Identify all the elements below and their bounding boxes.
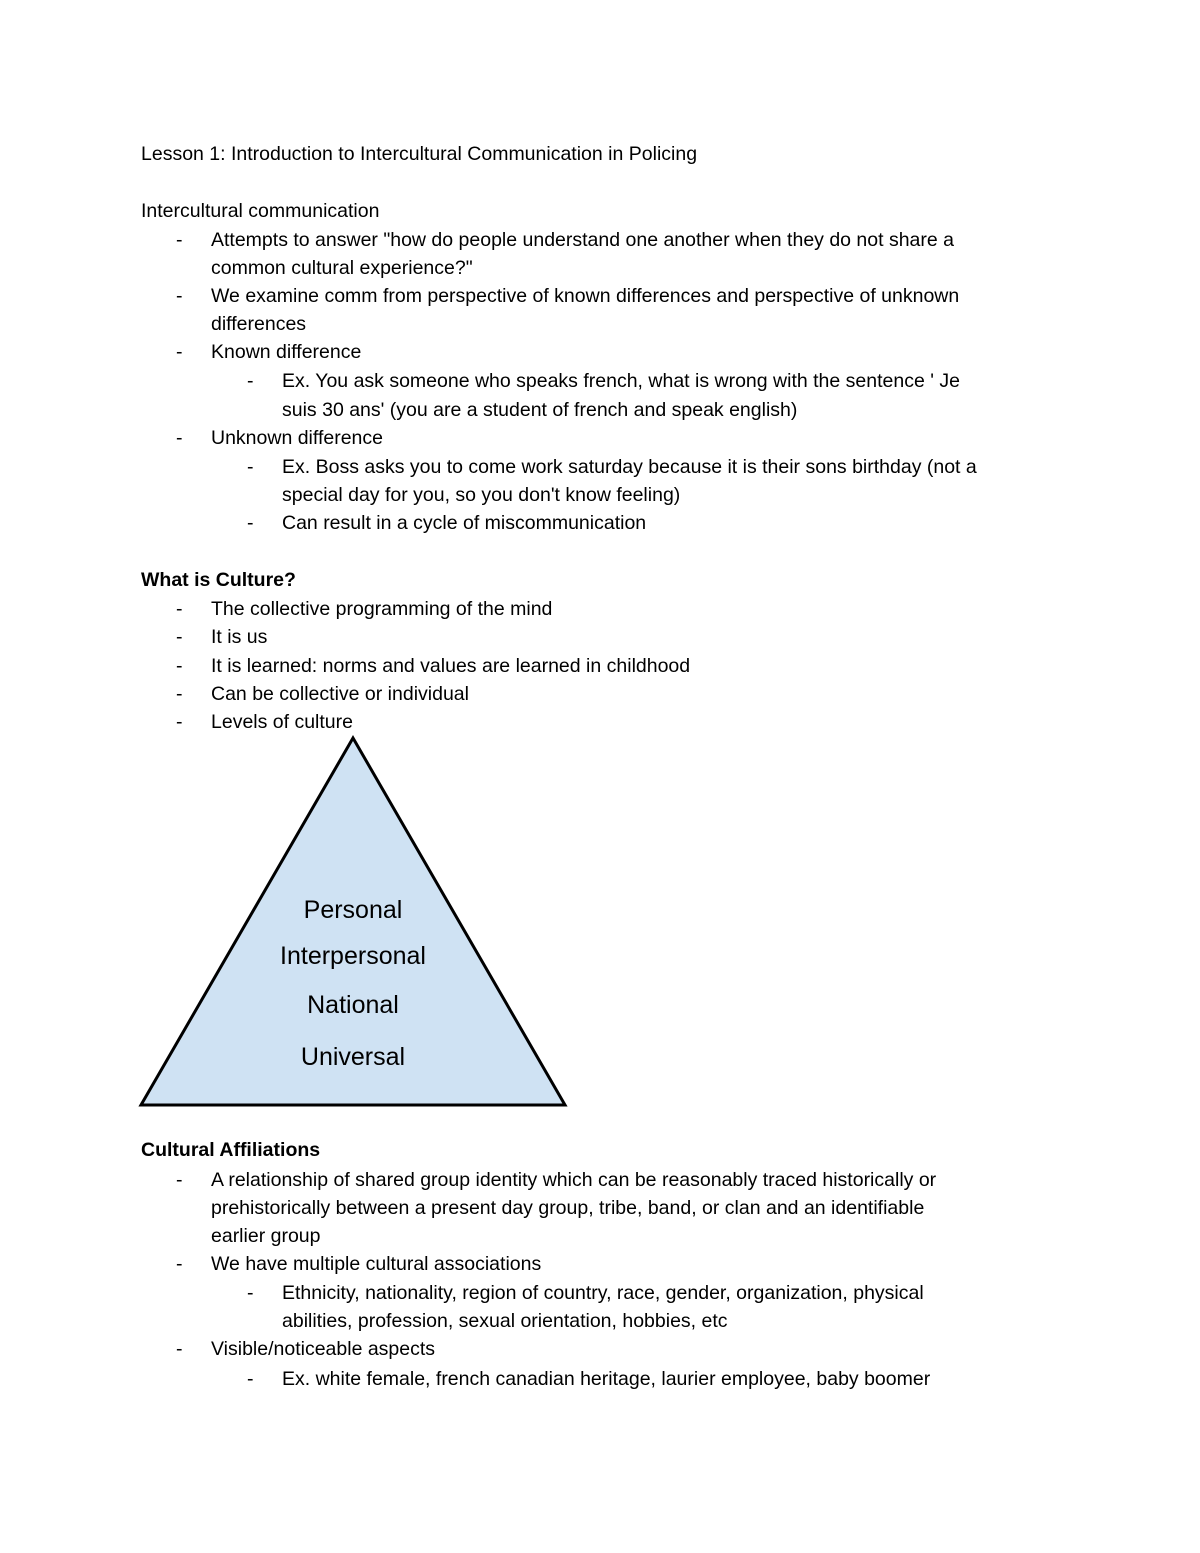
list-item-text: It is learned: norms and values are learned in childhood (211, 655, 691, 677)
sub-bullet-dash: - (247, 370, 254, 392)
list-item-text: It is us (211, 626, 268, 648)
bullet-dash: - (176, 1338, 183, 1360)
list-item-text: Known difference (211, 341, 362, 363)
sub-list-item-text: abilities, profession, sexual orientation, hobbies, etc (282, 1310, 728, 1332)
list-item-text: We have multiple cultural associations (211, 1253, 542, 1275)
section-heading-intercultural-communication: Intercultural communication (141, 200, 380, 222)
list-item-text: Visible/noticeable aspects (211, 1338, 436, 1360)
sub-list-item-text: Can result in a cycle of miscommunication (282, 512, 647, 534)
bullet-dash: - (176, 1169, 183, 1191)
pyramid-level-national: National (307, 991, 399, 1019)
sub-bullet-dash: - (247, 456, 254, 478)
sub-bullet-dash: - (247, 512, 254, 534)
list-item-text: Levels of culture (211, 711, 353, 733)
pyramid-level-personal: Personal (303, 896, 403, 924)
bullet-dash: - (176, 711, 183, 733)
pyramid-level-interpersonal: Interpersonal (280, 942, 426, 970)
sub-list-item-text: Ex. white female, french canadian heritage, laurier employee, baby boomer (282, 1368, 931, 1390)
page-title: Lesson 1: Introduction to Intercultural Communication in Policing (141, 143, 698, 165)
list-item-text: The collective programming of the mind (211, 598, 553, 620)
bullet-dash: - (176, 1253, 183, 1275)
list-item-text: prehistorically between a present day group, tribe, band, or clan and an identifiable (211, 1197, 925, 1219)
sub-list-item-text: Ex. You ask someone who speaks french, what is wrong with the sentence ' Je (282, 370, 960, 392)
list-item-text: A relationship of shared group identity which can be reasonably traced historically or (211, 1169, 937, 1191)
sub-list-item-text: Ethnicity, nationality, region of country, race, gender, organization, physical (282, 1282, 924, 1304)
bullet-dash: - (176, 655, 183, 677)
list-item-text: Can be collective or individual (211, 683, 469, 705)
sub-list-item-text: special day for you, so you don't know feeling) (282, 484, 681, 506)
sub-bullet-dash: - (247, 1282, 254, 1304)
bullet-dash: - (176, 683, 183, 705)
list-item-text: differences (211, 313, 307, 335)
list-item-text: earlier group (211, 1225, 321, 1247)
bullet-dash: - (176, 427, 183, 449)
sub-list-item-text: Ex. Boss asks you to come work saturday because it is their sons birthday (not a (282, 456, 977, 478)
bullet-dash: - (176, 341, 183, 363)
list-item-text: Attempts to answer "how do people understand one another when they do not share a (211, 229, 954, 251)
bullet-dash: - (176, 285, 183, 307)
sub-list-item-text: suis 30 ans' (you are a student of french and speak english) (282, 399, 798, 421)
culture-levels-pyramid (138, 734, 570, 1110)
list-item-text: Unknown difference (211, 427, 383, 449)
section-heading-cultural-affiliations: Cultural Affiliations (141, 1139, 321, 1161)
pyramid-level-universal: Universal (300, 1043, 406, 1071)
sub-bullet-dash: - (247, 1368, 254, 1390)
bullet-dash: - (176, 229, 183, 251)
list-item-text: We examine comm from perspective of known differences and perspective of unknown (211, 285, 960, 307)
section-heading-what-is-culture: What is Culture? (141, 569, 296, 591)
list-item-text: common cultural experience?" (211, 257, 473, 279)
bullet-dash: - (176, 598, 183, 620)
bullet-dash: - (176, 626, 183, 648)
